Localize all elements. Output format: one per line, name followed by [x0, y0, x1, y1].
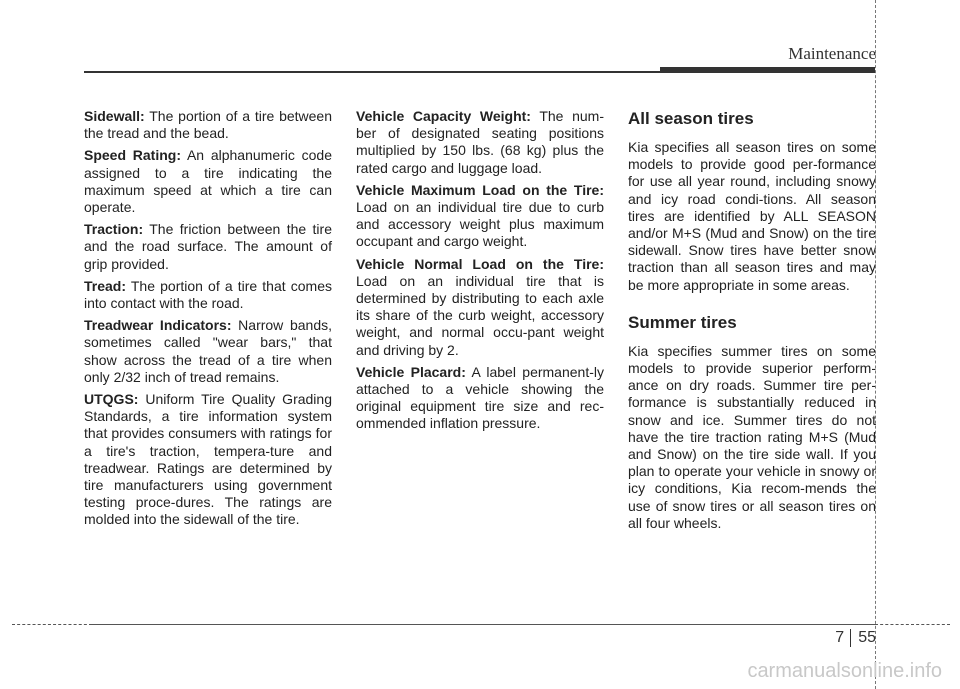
footer-rule	[92, 624, 875, 625]
column-2	[356, 108, 604, 438]
definition-sidewall	[84, 108, 332, 142]
watermark: carmanualsonline.info	[747, 660, 942, 682]
definition-text: An alphanumeric code assigned to a tire indicating the maximum speed at which a tire can operate.	[84, 147, 332, 216]
crop-mark-vertical	[875, 0, 876, 689]
summer-tires-text: Kia specifies summer tires on some models to provide superior perform-ance on dry roads. Summer tire per-formance is substantially reduced in snow and ice. Summer tires do not have the tire traction rating M+S (Mud and Snow) on the tire side wall. If you plan to operate your vehicle in snowy or icy conditions, Kia recom-mends the use of snow tires or all season tires on all four wheels.	[628, 342, 876, 531]
definition-text: Load on an individual tire due to curb and accessory weight plus maximum occupant and cargo weight.	[356, 199, 604, 250]
section-title: Maintenance	[788, 44, 876, 63]
footer-crop-mark-right	[875, 624, 950, 625]
definition-text: The portion of a tire between the tread and the bead.	[84, 108, 332, 142]
all-season-tires-heading: All season tires	[628, 109, 754, 128]
definition-text: A label permanent-ly attached to a vehicle showing the original equipment tire size and rec-ommended inflation pressure.	[356, 363, 604, 432]
definition-term: Vehicle Placard:	[356, 363, 466, 380]
definition-term: UTQGS:	[84, 391, 139, 408]
page-number-value: 55	[858, 629, 876, 646]
all-season-tires-text: Kia specifies all season tires on some models to provide good per-formance for use all year round, including snowy and icy road condi-tions. All season tires are identified by ALL SEASON and/or M+S (Mud and Snow) on the tire sidewall. Snow tires have better snow traction than all season tires and may be more appropriate in some areas.	[628, 139, 876, 293]
header-rule	[84, 71, 662, 73]
definition-term: Vehicle Capacity Weight:	[356, 108, 531, 124]
definition-vehicle-normal-load	[356, 256, 604, 359]
definition-tread	[84, 278, 332, 312]
definition-speed-rating	[84, 147, 332, 216]
chapter-number: 7	[835, 629, 845, 646]
definition-term: Vehicle Maximum Load on the Tire:	[356, 181, 604, 198]
definition-term: Vehicle Normal Load on the Tire:	[356, 255, 604, 272]
header-accent-bar	[660, 67, 875, 73]
definition-term: Treadwear Indicators:	[84, 317, 232, 334]
column-3	[628, 108, 876, 537]
summer-tires-heading: Summer tires	[628, 312, 737, 332]
definition-utqgs	[84, 391, 332, 529]
definition-text: The friction between the tire and the road surface. The amount of grip provided.	[84, 221, 332, 272]
definition-term: Sidewall:	[84, 108, 145, 124]
definition-vehicle-capacity-weight	[356, 108, 604, 177]
definition-text: Narrow bands, sometimes called "wear bars," that show across the tread of a tire when only 2/32 inch of tread remains.	[84, 317, 332, 385]
definition-vehicle-maximum-load	[356, 182, 604, 251]
definition-text: The portion of a tire that comes into contact with the road.	[84, 277, 332, 312]
definition-vehicle-placard	[356, 364, 604, 433]
definition-text: The num-ber of designated seating positions multiplied by 150 lbs. (68 kg) plus the rated cargo and luggage load.	[356, 108, 604, 176]
definition-term: Tread:	[84, 277, 127, 294]
definition-term: Traction:	[84, 221, 144, 238]
definition-treadwear-indicators	[84, 317, 332, 386]
footer-crop-mark-left	[12, 624, 92, 625]
column-1	[84, 108, 332, 534]
page-number	[835, 629, 876, 647]
definition-text: Load on an individual tire that is determined by distributing to each axle its share of the curb weight, accessory weight, and normal occu-pant weight and driving by 2.	[356, 272, 604, 358]
definition-text: Uniform Tire Quality Grading Standards, a tire information system that provides consumers with ratings for a tire's traction, tempera-ture and treadwear. Ratings are determined by tire manufacturers using government testing proce-dures. The ratings are molded into the sidewall of the tire.	[84, 391, 332, 528]
definition-term: Speed Rating:	[84, 147, 181, 164]
definition-traction	[84, 221, 332, 273]
